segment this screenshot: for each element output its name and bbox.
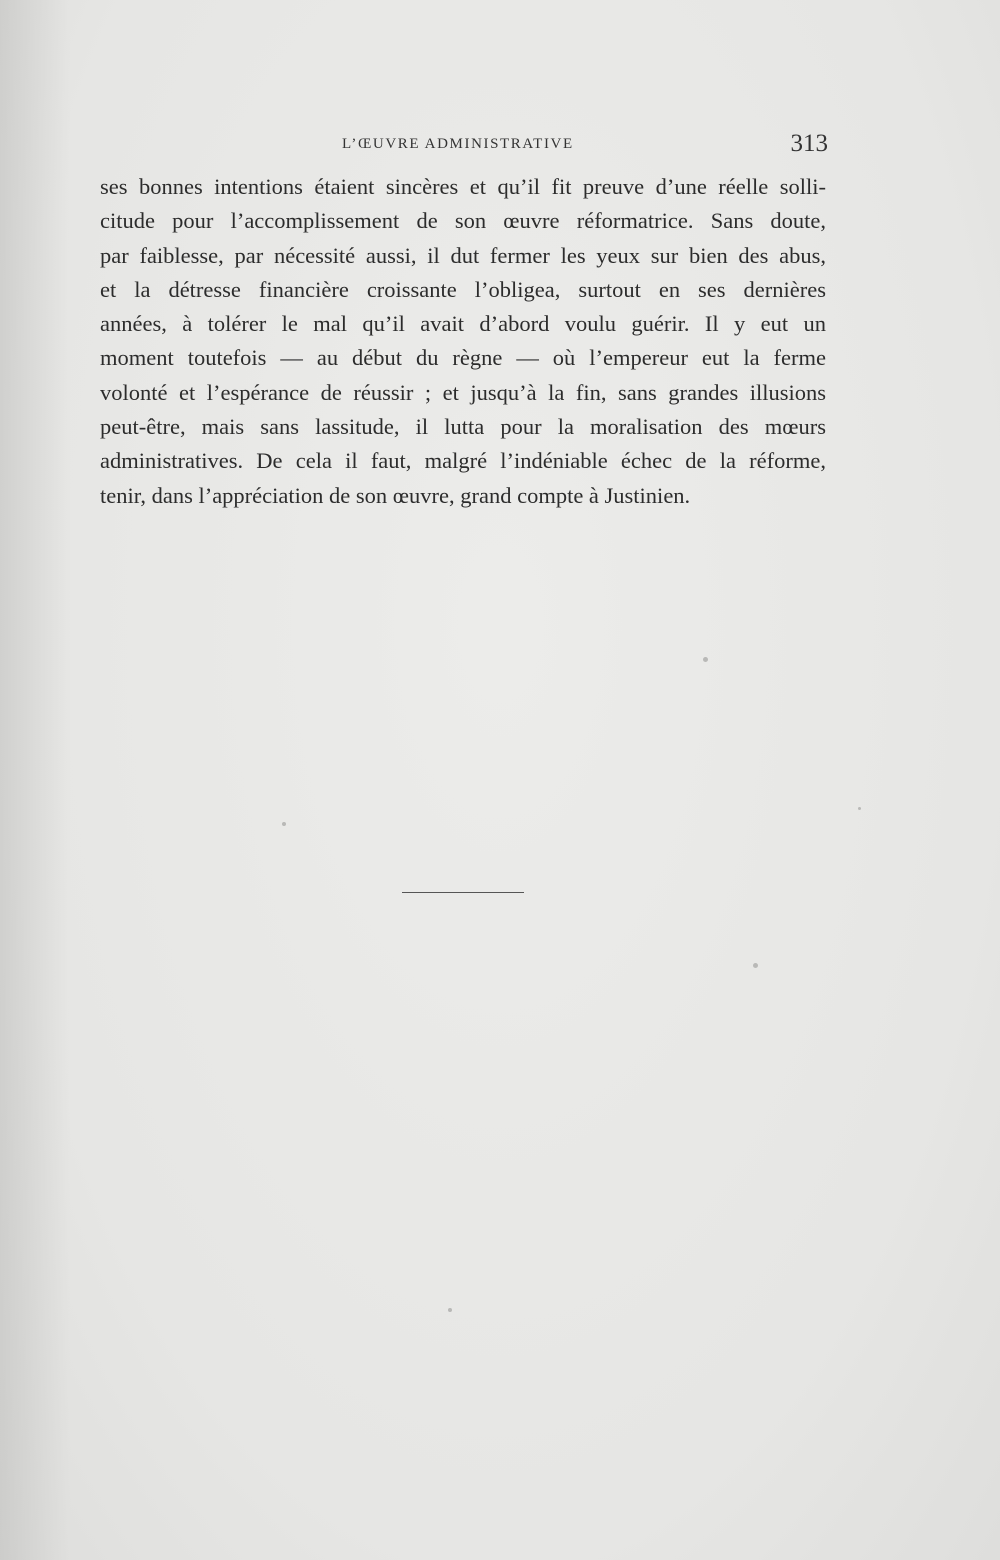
text-line: par faiblesse, par nécessité aussi, il dut fermer les yeux sur bien des abus, [100, 242, 826, 268]
text-line: tenir, dans l’appréciation de son œuvre, grand compte à Justinien. [100, 482, 691, 508]
text-line: ses bonnes intentions étaient sincères et qu’il fit preuve d’une réelle solli- [100, 174, 826, 199]
paper-speck [858, 807, 861, 810]
text-line: et la détresse financière croissante l’obligea, surtout en ses dernières [100, 276, 826, 302]
paper-speck [448, 1308, 452, 1312]
text-line: moment toutefois — au début du règne — où l’empereur eut la ferme [100, 345, 826, 371]
body-paragraph [100, 170, 826, 513]
text-line: citude pour l’accomplissement de son œuvre réformatrice. Sans doute, [100, 208, 826, 234]
section-end-rule [402, 892, 524, 893]
page-number: 313 [790, 130, 828, 157]
paper-speck [703, 657, 708, 662]
running-title: L’ŒUVRE ADMINISTRATIVE [342, 136, 574, 152]
running-head [100, 130, 828, 162]
text-line: administratives. De cela il faut, malgré l’indéniable échec de la réforme, [100, 448, 826, 474]
paper-speck [753, 963, 758, 968]
text-line: années, à tolérer le mal qu’il avait d’abord voulu guérir. Il y eut un [100, 311, 826, 337]
gutter-shadow [0, 0, 70, 1560]
text-line: volonté et l’espérance de réussir ; et jusqu’à la fin, sans grandes illusions [100, 379, 826, 405]
text-line: peut-être, mais sans lassitude, il lutta pour la moralisation des mœurs [100, 414, 826, 440]
paper-speck [282, 822, 286, 826]
